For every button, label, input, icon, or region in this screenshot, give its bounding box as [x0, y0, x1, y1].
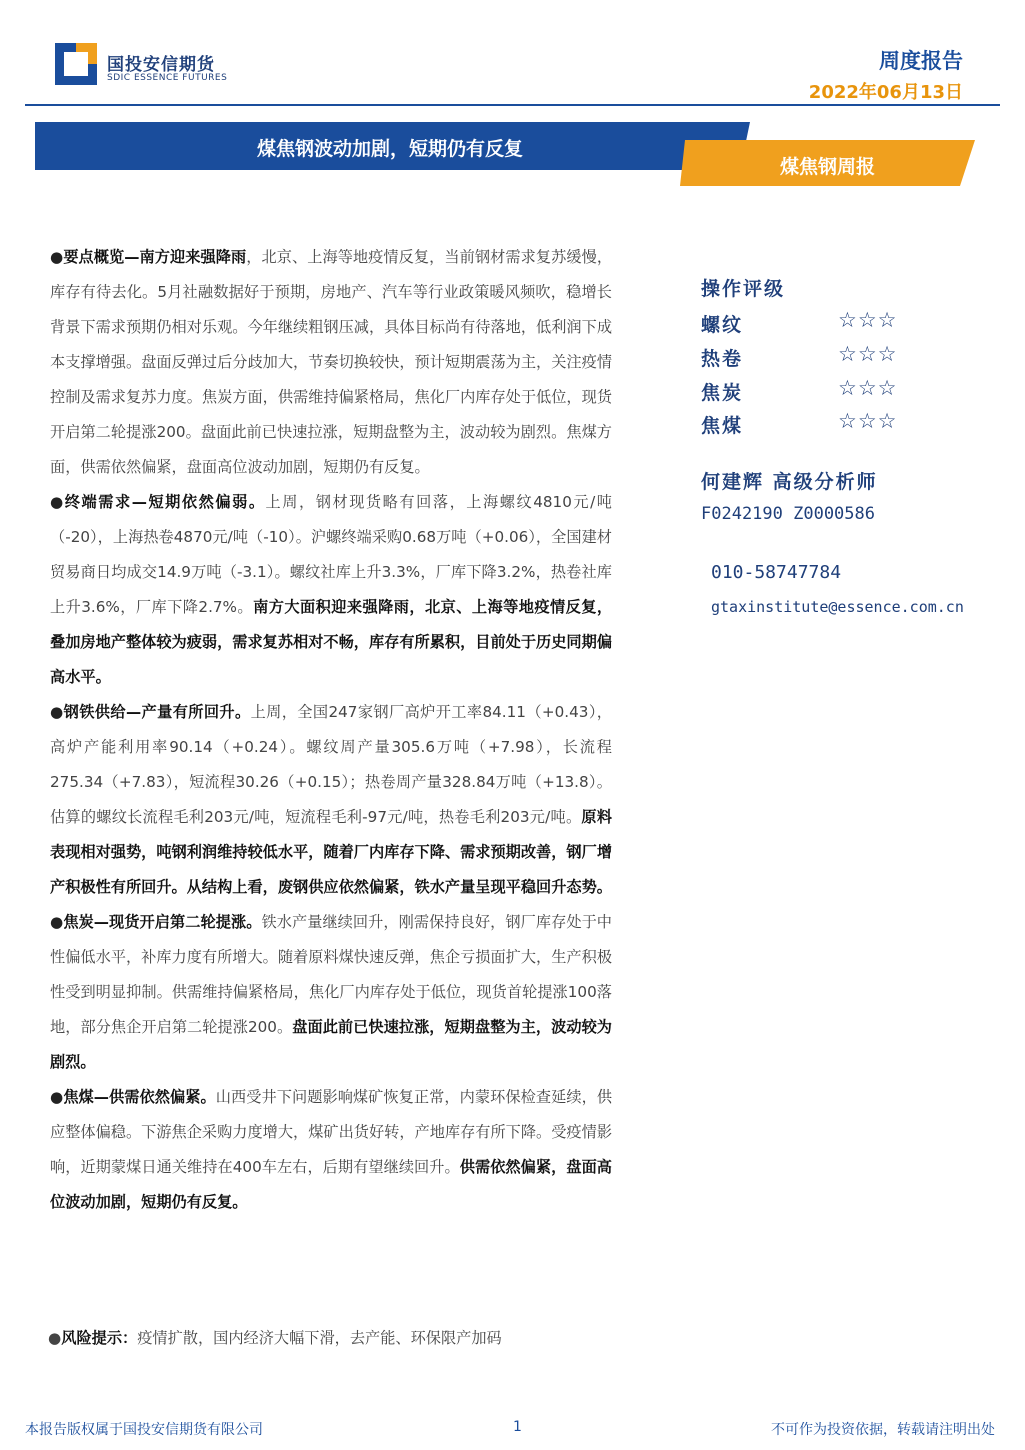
report-type: 周度报告 — [879, 49, 963, 73]
section-conclusion: 南方大面积迎来强降雨，北京、上海等地疫情反复，叠加房地产整体较为疲弱，需求复苏相对不畅，库存有所累积，目前处于历史同期偏高水平。 — [50, 598, 613, 686]
header-divider — [25, 104, 1000, 106]
bullet: ● — [50, 248, 64, 266]
rating-row — [701, 378, 921, 408]
section-steel-supply — [50, 695, 612, 905]
section-demand — [50, 485, 612, 695]
bullet: ● — [50, 703, 64, 721]
report-category-tag: 煤焦钢周报 — [779, 156, 875, 178]
brand-name-cn: 国投安信期货 — [107, 55, 215, 75]
section-text: 铁水产量继续回升，刚需保持良好，钢厂库存处于中性偏低水平，补库力度有所增大。随着原料煤快速反弹，焦企亏损面扩大，生产积极性受到明显抑制。供需维持偏紧格局，焦化厂内库存处于低位，现货首轮提涨100落地，部分焦企开启第二轮提涨200。 — [50, 913, 612, 1036]
rating-stars-icon: ☆☆☆ — [838, 308, 898, 332]
section-lead: 钢铁供给—产量有所回升。 — [63, 703, 251, 721]
logo-icon — [55, 43, 97, 85]
rating-name: 热卷 — [701, 348, 744, 370]
section-conclusion: 供需依然偏紧，盘面高位波动加剧，短期仍有反复。 — [50, 1158, 612, 1211]
risk-label: 风险提示： — [61, 1329, 138, 1347]
rating-stars-icon: ☆☆☆ — [838, 342, 898, 366]
section-text: ，北京、上海等地疫情反复，当前钢材需求复苏缓慢，库存有待去化。5月社融数据好于预期，房地产、汽车等行业政策暖风频吹，稳增长背景下需求预期仍相对乐观。今年继续粗钢压减，具体目标尚有待落地，低利润下成本支撑增强。盘面反弹过后分歧加大，节奏切换较快，预计短期震荡为主，关注疫情控制及需求复苏力度。焦炭方面，供需维持偏紧格局，焦化厂内库存处于低位，现货开启第二轮提涨200。盘面此前已快速拉涨，短期盘整为主，波动较为剧烈。焦煤方面，供需依然偏紧，盘面高位波动加剧，短期仍有反复。 — [50, 248, 613, 476]
section-text: 上周，钢材现货略有回落，上海螺纹4810元/吨（-20），上海热卷4870元/吨（-10）。沪螺终端采购0.68万吨（+0.06），全国建材贸易商日均成交14.9万吨（-3.1）。螺纹社库上升3.3%，厂库下降3.2%，热卷社库上升3.6%，厂库下降2.7%。 — [50, 493, 612, 616]
section-text: 上周，全国247家钢厂高炉开工率84.11（+0.43），高炉产能利用率90.14（+0.24）。螺纹周产量305.6万吨（+7.98），长流程275.34（+7.83），短流程30.26（+0.15）；热卷周产量328.84万吨（+13.8）。估算的螺纹长流程毛利203元/吨，短流程毛利-97元/吨，热卷毛利203元/吨。 — [50, 703, 612, 826]
bullet: ● — [50, 913, 64, 931]
page-number: 1 — [513, 1419, 522, 1435]
rating-name: 焦煤 — [701, 415, 744, 437]
section-conclusion: 原料表现相对强势，吨钢利润维持较低水平，随着厂内库存下降、需求预期改善，钢厂增产积极性有所回升。从结构上看，废钢供应依然偏紧，铁水产量呈现平稳回升态势。 — [50, 808, 613, 896]
analyst-license-ids: F0242190 Z0000586 — [701, 504, 875, 524]
contact-phone: 010-58747784 — [711, 562, 842, 583]
section-conclusion: 盘面此前已快速拉涨，短期盘整为主，波动较为剧烈。 — [50, 1018, 612, 1071]
section-coke — [50, 905, 612, 1080]
section-coking-coal — [50, 1080, 612, 1220]
analyst-name: 何建辉 高级分析师 — [701, 471, 878, 493]
risk-text: 疫情扩散，国内经济大幅下滑，去产能、环保限产加码 — [137, 1329, 502, 1347]
section-lead: 焦炭—现货开启第二轮提涨。 — [63, 913, 262, 931]
rating-row — [701, 344, 921, 374]
rating-stars-icon: ☆☆☆ — [838, 409, 898, 433]
contact-email[interactable]: gtaxinstitute@essence.com.cn — [711, 598, 964, 616]
rating-row — [701, 411, 921, 441]
section-overview — [50, 240, 612, 485]
main-content — [50, 240, 612, 1220]
section-lead: 终端需求—短期依然偏弱。 — [64, 493, 266, 511]
footer-disclaimer: 不可作为投资依据，转载请注明出处 — [771, 1422, 995, 1438]
bullet: ● — [48, 1329, 62, 1347]
section-text: 山西受井下问题影响煤矿恢复正常，内蒙环保检查延续，供应整体偏稳。下游焦企采购力度增大，煤矿出货好转，产地库存有所下降。受疫情影响，近期蒙煤日通关维持在400车左右，后期有望继续回升。 — [50, 1088, 613, 1176]
report-date: 2022年06月13日 — [808, 82, 963, 103]
report-title: 煤焦钢波动加剧，短期仍有反复 — [256, 138, 523, 160]
rating-name: 焦炭 — [701, 382, 744, 404]
footer-copyright: 本报告版权属于国投安信期货有限公司 — [25, 1422, 263, 1438]
rating-title: 操作评级 — [701, 278, 786, 300]
section-lead: 要点概览—南方迎来强降雨 — [63, 248, 247, 266]
bullet: ● — [50, 1088, 64, 1106]
section-lead: 焦煤—供需依然偏紧。 — [63, 1088, 216, 1106]
bullet: ● — [50, 493, 65, 511]
brand-name-en: SDIC ESSENCE FUTURES — [107, 73, 228, 83]
rating-name: 螺纹 — [701, 314, 744, 336]
rating-stars-icon: ☆☆☆ — [838, 376, 898, 400]
risk-warning — [48, 1327, 502, 1348]
rating-row — [701, 310, 921, 340]
